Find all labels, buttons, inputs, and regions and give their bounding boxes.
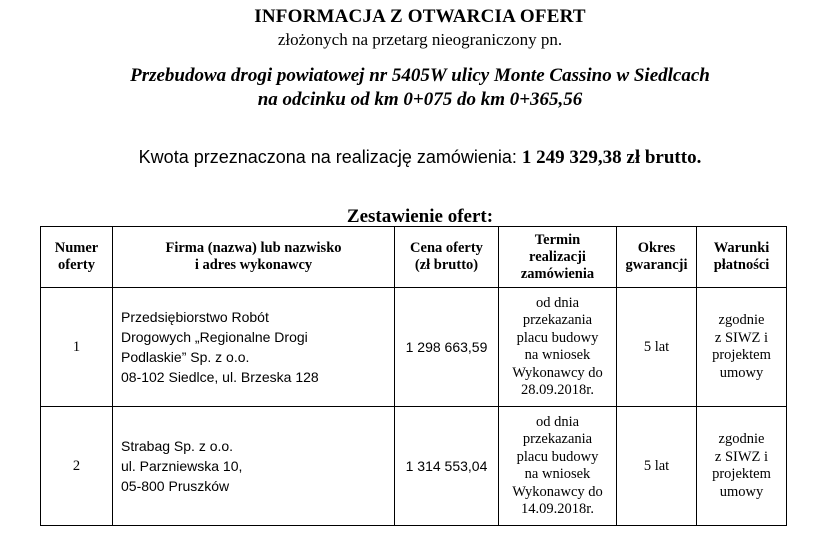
document-title: INFORMACJA Z OTWARCIA OFERT <box>254 6 586 27</box>
offer-firm: Przedsiębiorstwo Robót Drogowych „Regionalne Drogi Podlaskie” Sp. z o.o. 08-102 Siedlce, ul. Brzeska 128 <box>113 288 395 407</box>
document-subtitle: złożonych na przetarg nieograniczony pn. <box>277 30 563 49</box>
project-name-line-1: Przebudowa drogi powiatowej nr 5405W ulicy Monte Cassino w Siedlcach <box>130 65 710 86</box>
summary-title: Zestawienie ofert: <box>346 206 494 227</box>
table-header-row <box>41 227 787 288</box>
offer-price: 1 298 663,59 <box>395 288 499 407</box>
table-row <box>41 407 787 526</box>
offer-payment: zgodnie z SIWZ i projektem umowy <box>697 407 787 526</box>
header-term: Termin realizacji zamówienia <box>499 227 617 288</box>
offer-term: od dnia przekazania placu budowy na wniosek Wykonawcy do 14.09.2018r. <box>499 407 617 526</box>
header-payment: Warunki płatności <box>697 227 787 288</box>
offer-firm: Strabag Sp. z o.o. ul. Parzniewska 10, 05-800 Pruszków <box>113 407 395 526</box>
budget-amount <box>0 147 840 169</box>
offer-term: od dnia przekazania placu budowy na wniosek Wykonawcy do 28.09.2018r. <box>499 288 617 407</box>
header-offer-number: Numer oferty <box>41 227 113 288</box>
offer-number: 1 <box>41 288 113 407</box>
offer-number: 2 <box>41 407 113 526</box>
offer-warranty: 5 lat <box>617 407 697 526</box>
header-warranty: Okres gwarancji <box>617 227 697 288</box>
budget-value: 1 249 329,38 zł brutto. <box>521 147 702 168</box>
table-row <box>41 288 787 407</box>
header-price: Cena oferty (zł brutto) <box>395 227 499 288</box>
budget-label: Kwota przeznaczona na realizację zamówienia: <box>138 147 517 167</box>
offer-warranty: 5 lat <box>617 288 697 407</box>
project-name-line-2: na odcinku od km 0+075 do km 0+365,56 <box>257 89 583 110</box>
offers-table <box>40 226 787 526</box>
header-firm: Firma (nazwa) lub nazwisko i adres wykonawcy <box>113 227 395 288</box>
offer-payment: zgodnie z SIWZ i projektem umowy <box>697 288 787 407</box>
offer-price: 1 314 553,04 <box>395 407 499 526</box>
